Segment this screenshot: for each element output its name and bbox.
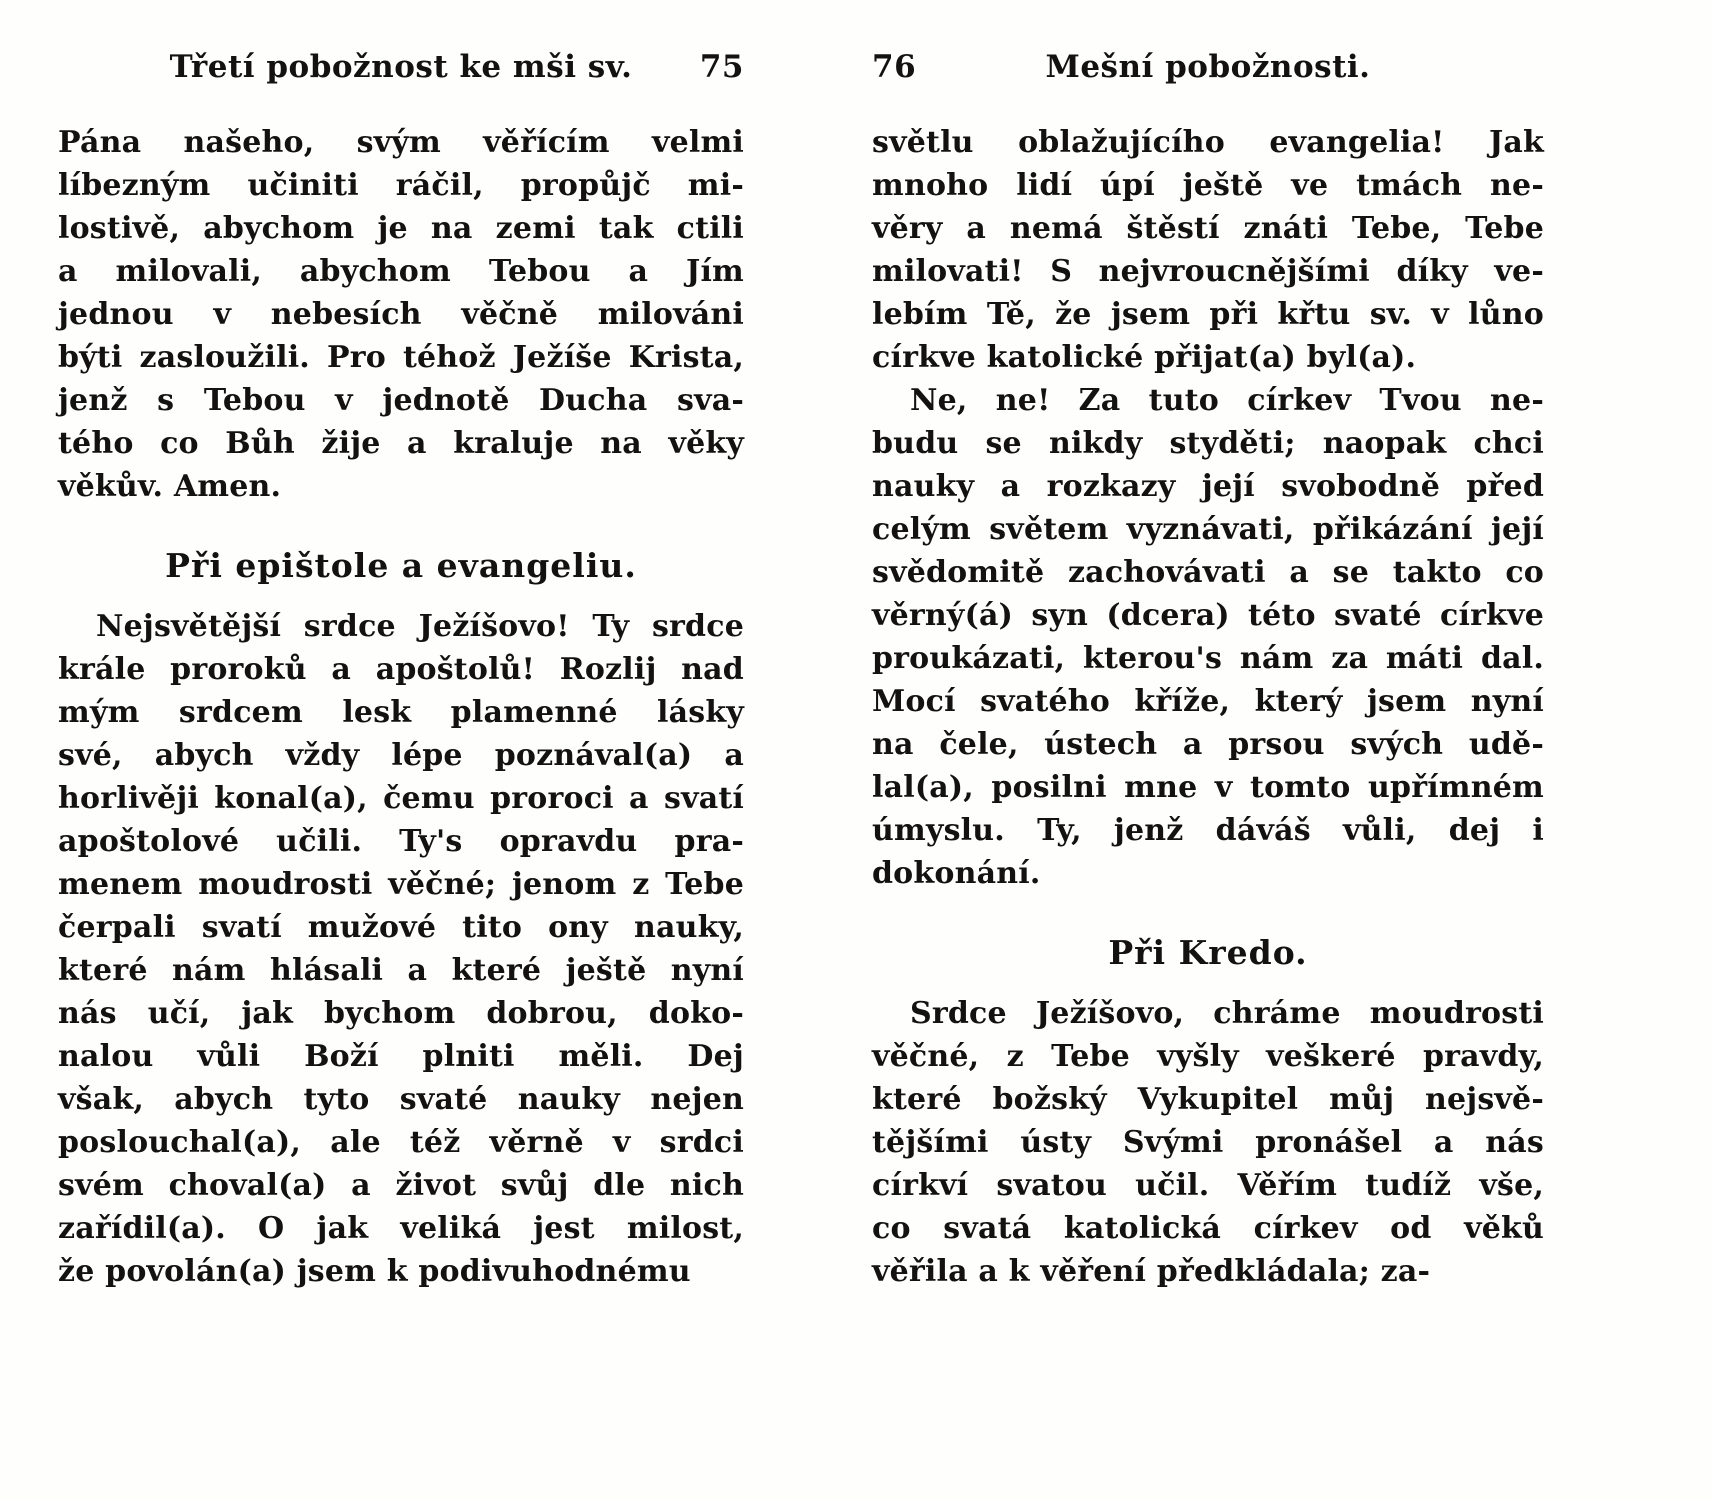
text-line: býti zasloužili. Pro téhož Ježíše Krista, [58,340,744,375]
text-line: úmyslu. Ty, jenž dáváš vůli, dej i [872,813,1544,848]
text-line: tějšími ústy Svými pronášel a nás [872,1125,1544,1160]
section-heading-credo: Při Kredo. [1108,933,1308,972]
text-line: Ne, ne! Za tuto církev Tvou ne- [910,383,1544,418]
text-line: nás učí, jak bychom dobrou, doko- [58,996,744,1031]
text-line: Srdce Ježíšovo, chráme moudrosti [910,996,1544,1031]
text-line: že povolán(a) jsem k podivuhodnému [58,1254,691,1289]
text-line: věkův. Amen. [58,469,282,504]
text-line: které božský Vykupitel můj nejsvě- [872,1082,1544,1117]
text-line: nauky a rozkazy její svobodně před [872,469,1544,504]
text-line: líbezným učiniti ráčil, propůjč mi- [58,168,744,203]
text-line: Pána našeho, svým věřícím velmi [58,125,744,160]
text-line: však, abych tyto svaté nauky nejen [58,1082,744,1117]
text-line: věrný(á) syn (dcera) této svaté církve [872,598,1544,633]
text-line: lebím Tě, že jsem při křtu sv. v lůno [872,297,1544,332]
text-line: lostivě, abychom je na zemi tak ctili [58,211,744,246]
text-line: krále proroků a apoštolů! Rozlij nad [58,652,744,687]
page-header-right [872,46,1544,89]
running-title-right: Mešní pobožnosti. [1045,49,1371,85]
paragraph-epistle [58,605,744,1293]
text-line: nalou vůli Boží plniti měli. Dej [58,1039,744,1074]
page-right [856,0,1712,1500]
running-title-left: Třetí pobožnost ke mši sv. [169,49,633,85]
text-line: světlu oblažujícího evangelia! Jak [872,125,1544,160]
text-line: a milovali, abychom Tebou a Jím [58,254,744,289]
text-line: církve katolické přijat(a) byl(a). [872,340,1417,375]
text-line: Mocí svatého kříže, který jsem nyní [872,684,1544,719]
page-header-left [58,46,744,89]
page-number-left: 75 [699,49,744,85]
text-line: jenž s Tebou v jednotě Ducha sva- [58,383,744,418]
text-line: menem moudrosti věčné; jenom z Tebe [58,867,744,902]
text-line: budu se nikdy styděti; naopak chci [872,426,1544,461]
text-line: jednou v nebesích věčně milováni [58,297,744,332]
text-line: celým světem vyznávati, přikázání její [872,512,1544,547]
text-line: na čele, ústech a prsou svých udě- [872,727,1544,762]
text-line: co svatá katolická církev od věků [872,1211,1544,1246]
paragraph-church [872,379,1544,895]
text-line: zařídil(a). O jak veliká jest milost, [58,1211,744,1246]
text-line: které nám hlásali a které ještě nyní [58,953,744,988]
text-line: věry a nemá štěstí znáti Tebe, Tebe [872,211,1544,246]
text-line: svědomitě zachovávati a se takto co [872,555,1544,590]
text-line: církví svatou učil. Věřím tudíž vše, [872,1168,1544,1203]
text-line: proukázati, kterou's nám za máti dal. [872,641,1544,676]
text-line: poslouchal(a), ale též věrně v srdci [58,1125,744,1160]
text-line: věčné, z Tebe vyšly veškeré pravdy, [872,1039,1544,1074]
text-line: své, abych vždy lépe poznával(a) a [58,738,744,773]
text-line: apoštolové učili. Ty's opravdu pra- [58,824,744,859]
paragraph-continuation-right [872,121,1544,379]
page-number-right: 76 [872,49,917,85]
paragraph-continuation [58,121,744,508]
text-line: svém choval(a) a život svůj dle nich [58,1168,744,1203]
text-line: lal(a), posilni mne v tomto upřímném [872,770,1544,805]
text-line: věřila a k věření předkládala; za- [872,1254,1431,1289]
text-line: horlivěji konal(a), čemu proroci a svatí [58,781,744,816]
text-line: čerpali svatí mužové tito ony nauky, [58,910,744,945]
text-line: milovati! S nejvroucnějšími díky ve- [872,254,1544,289]
text-line: tého co Bůh žije a kraluje na věky [58,426,744,461]
text-line: mým srdcem lesk plamenné lásky [58,695,744,730]
text-line: mnoho lidí úpí ještě ve tmách ne- [872,168,1544,203]
text-line: dokonání. [872,856,1041,891]
paragraph-credo [872,992,1544,1293]
section-heading-epistle: Při epištole a evangeliu. [165,546,637,585]
text-line: Nejsvětější srdce Ježíšovo! Ty srdce [96,609,744,644]
